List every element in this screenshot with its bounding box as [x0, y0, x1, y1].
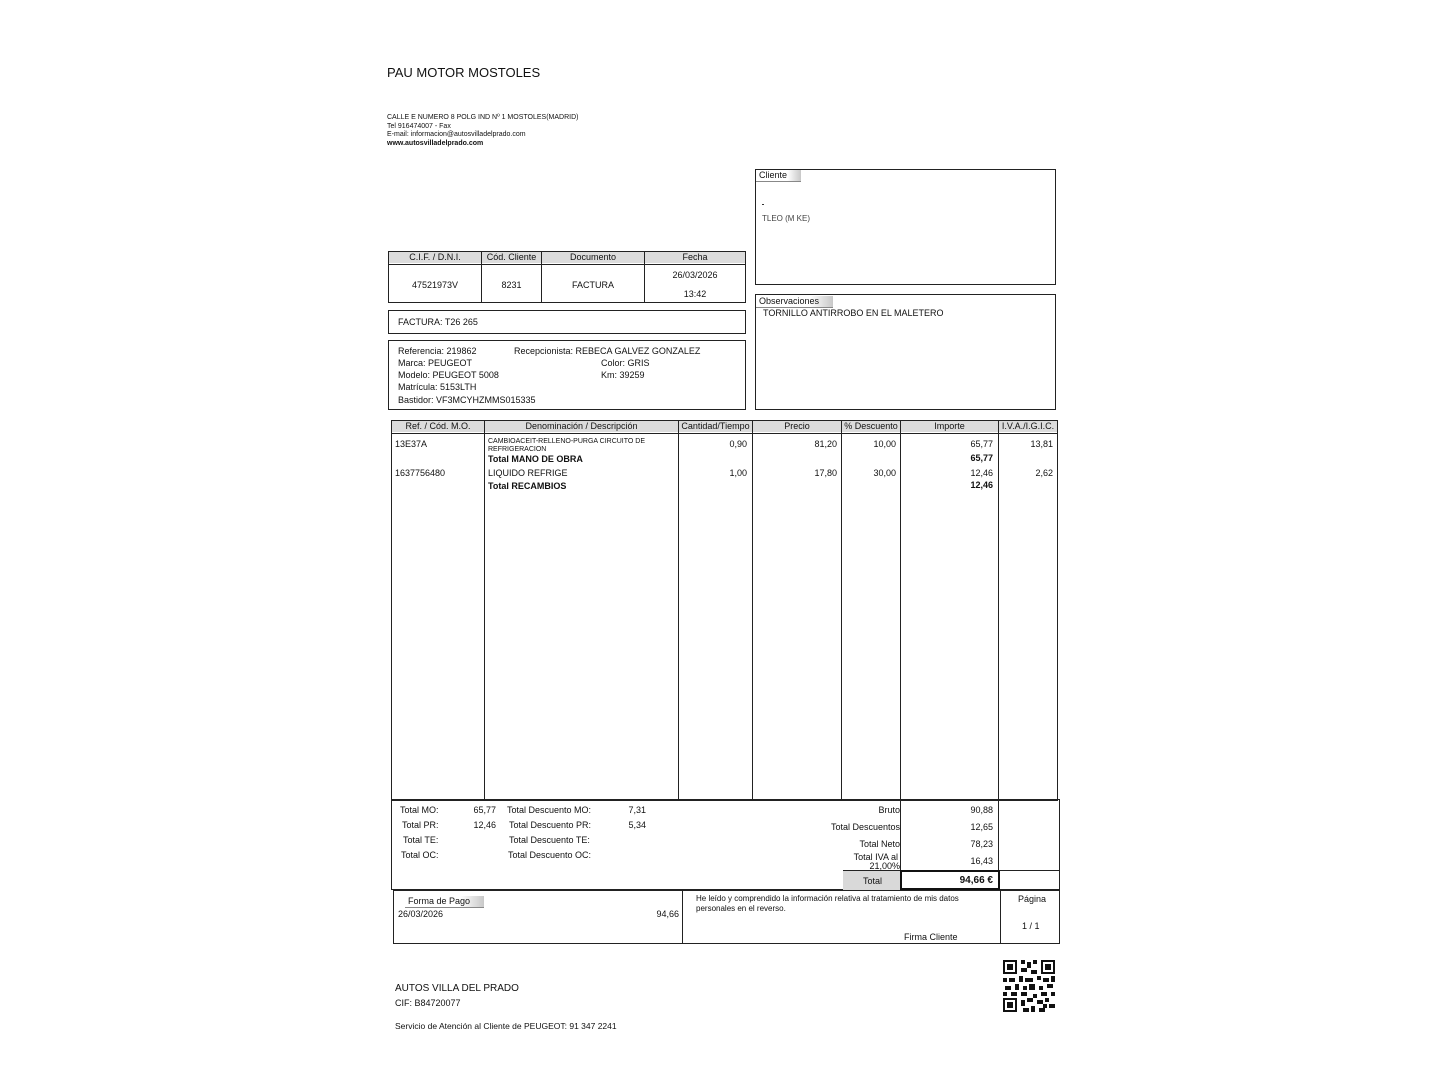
vehicle-color: Color: GRIS — [601, 358, 650, 368]
privacy-text: He leído y comprendido la información relativa al tratamiento de mis datos personales en el reverso. — [696, 894, 959, 913]
row4-amount: 12,46 — [970, 480, 993, 490]
total-oc-label: Total OC: — [401, 850, 439, 860]
total-desc-pr-value: 5,34 — [628, 820, 646, 830]
fecha-header: Fecha — [645, 252, 745, 263]
vehicle-box — [388, 340, 746, 410]
row4-desc: Total RECAMBIOS — [488, 481, 567, 491]
payment-amount: 94,66 — [656, 909, 679, 919]
documento-header: Documento — [542, 252, 644, 263]
total-value: 94,66 € — [959, 875, 993, 886]
signature-label: Firma Cliente — [904, 932, 958, 942]
company-email: E-mail: informacion@autosvilladelprado.com — [387, 131, 526, 138]
grand-total-row — [843, 870, 1059, 890]
row1-price: 81,20 — [814, 439, 837, 449]
company-name: PAU MOTOR MOSTOLES — [387, 65, 541, 80]
company-address: CALLE E NUMERO 8 POLG IND Nº 1 MOSTOLES(MADRID) — [387, 114, 579, 121]
footer-service: Servicio de Atención al Cliente de PEUGEOT: 91 347 2241 — [395, 1021, 617, 1031]
footer-cif: CIF: B84720077 — [395, 998, 461, 1008]
row1-amount: 65,77 — [970, 439, 993, 449]
total-pr-value: 12,46 — [473, 820, 496, 830]
total-desc-mo-label: Total Descuento MO: — [507, 805, 592, 815]
col-disc-header: % Descuento — [842, 421, 900, 432]
row1-desc: CAMBIOACEIT-RELLENO-PURGA CIRCUITO DE REFRIGERACION — [488, 438, 646, 453]
total-desc-mo-value: 7,31 — [628, 805, 646, 815]
row3-iva: 2,62 — [1035, 468, 1053, 478]
iva-value: 16,43 — [970, 856, 993, 866]
row1-ref: 13E37A — [395, 439, 428, 449]
footer-company: AUTOS VILLA DEL PRADO — [395, 983, 519, 994]
row1-iva: 13,81 — [1030, 439, 1053, 449]
row3-amount: 12,46 — [970, 468, 993, 478]
total-label: Total — [863, 876, 883, 886]
neto-value: 78,23 — [970, 839, 993, 849]
invoice-number-box — [388, 310, 746, 334]
vehicle-km: Km: 39259 — [601, 370, 645, 380]
observations-box — [755, 294, 1056, 410]
iva-label: Total IVA al — [853, 852, 898, 862]
qr-code-icon — [1003, 960, 1055, 1012]
observations-label: Observaciones — [756, 296, 833, 308]
row3-desc: LIQUIDO REFRIGE — [488, 468, 568, 478]
total-mo-label: Total MO: — [400, 805, 439, 815]
bruto-value: 90,88 — [970, 805, 993, 815]
iva-rate: 21,00% — [869, 861, 900, 871]
cif-header: C.I.F. / D.N.I. — [389, 252, 481, 263]
invoice-number: FACTURA: T26 265 — [398, 317, 478, 327]
vehicle-marca: Marca: PEUGEOT — [398, 358, 473, 368]
row3-price: 17,80 — [814, 468, 837, 478]
client-line-mark — [762, 204, 764, 205]
total-mo-value: 65,77 — [473, 805, 496, 815]
page-value: 1 / 1 — [1022, 921, 1040, 931]
fecha-time: 13:42 — [683, 289, 707, 299]
payment-section — [393, 890, 1060, 944]
items-table — [391, 420, 1058, 801]
observations-text: TORNILLO ANTIRROBO EN EL MALETERO — [763, 308, 944, 318]
total-desc-te-label: Total Descuento TE: — [509, 835, 590, 845]
descuentos-label: Total Descuentos — [830, 822, 900, 832]
descuentos-value: 12,65 — [970, 822, 993, 832]
total-desc-pr-label: Total Descuento PR: — [509, 820, 592, 830]
client-address-line: TLEO (M KE) — [762, 214, 811, 223]
cod-cliente-value: 8231 — [501, 280, 522, 290]
col-qty-header: Cantidad/Tiempo — [679, 421, 752, 432]
page-label: Página — [1018, 894, 1047, 904]
vehicle-matricula: Matrícula: 5153LTH — [398, 382, 477, 392]
fecha-date: 26/03/2026 — [672, 270, 718, 280]
row3-ref: 1637756480 — [395, 468, 446, 478]
client-label: Cliente — [756, 170, 801, 182]
doc-header-table — [388, 251, 746, 303]
row2-desc: Total MANO DE OBRA — [488, 454, 583, 464]
company-web: www.autosvilladelprado.com — [387, 139, 484, 147]
total-pr-label: Total PR: — [402, 820, 439, 830]
bruto-label: Bruto — [878, 805, 900, 815]
vehicle-referencia: Referencia: 219862 — [398, 346, 477, 356]
col-ref-header: Ref. / Cód. M.O. — [392, 421, 484, 432]
col-price-header: Precio — [753, 421, 841, 432]
total-desc-oc-label: Total Descuento OC: — [508, 850, 592, 860]
col-amount-header: Importe — [901, 421, 998, 432]
row3-qty: 1,00 — [729, 468, 747, 478]
row3-disc: 30,00 — [873, 468, 896, 478]
row2-amount: 65,77 — [970, 453, 993, 463]
col-iva-header: I.V.A./I.G.I.C. — [999, 421, 1057, 432]
client-box — [755, 169, 1056, 285]
row1-disc: 10,00 — [873, 439, 896, 449]
payment-label: Forma de Pago — [405, 896, 484, 908]
neto-label: Total Neto — [859, 839, 900, 849]
totals-section — [391, 799, 1060, 890]
row1-qty: 0,90 — [729, 439, 747, 449]
col-desc-header: Denominación / Descripción — [485, 421, 678, 432]
payment-date: 26/03/2026 — [398, 909, 444, 919]
vehicle-bastidor: Bastidor: VF3MCYHZMMS015335 — [398, 395, 536, 405]
documento-value: FACTURA — [571, 280, 614, 290]
cod-cliente-header: Cód. Cliente — [482, 252, 541, 263]
vehicle-modelo: Modelo: PEUGEOT 5008 — [398, 370, 499, 380]
company-phone: Tel 916474007 - Fax — [387, 122, 451, 130]
vehicle-recepcionista: Recepcionista: REBECA GALVEZ GONZALEZ — [514, 346, 701, 356]
cif-value: 47521973V — [411, 280, 459, 290]
total-te-label: Total TE: — [403, 835, 439, 845]
